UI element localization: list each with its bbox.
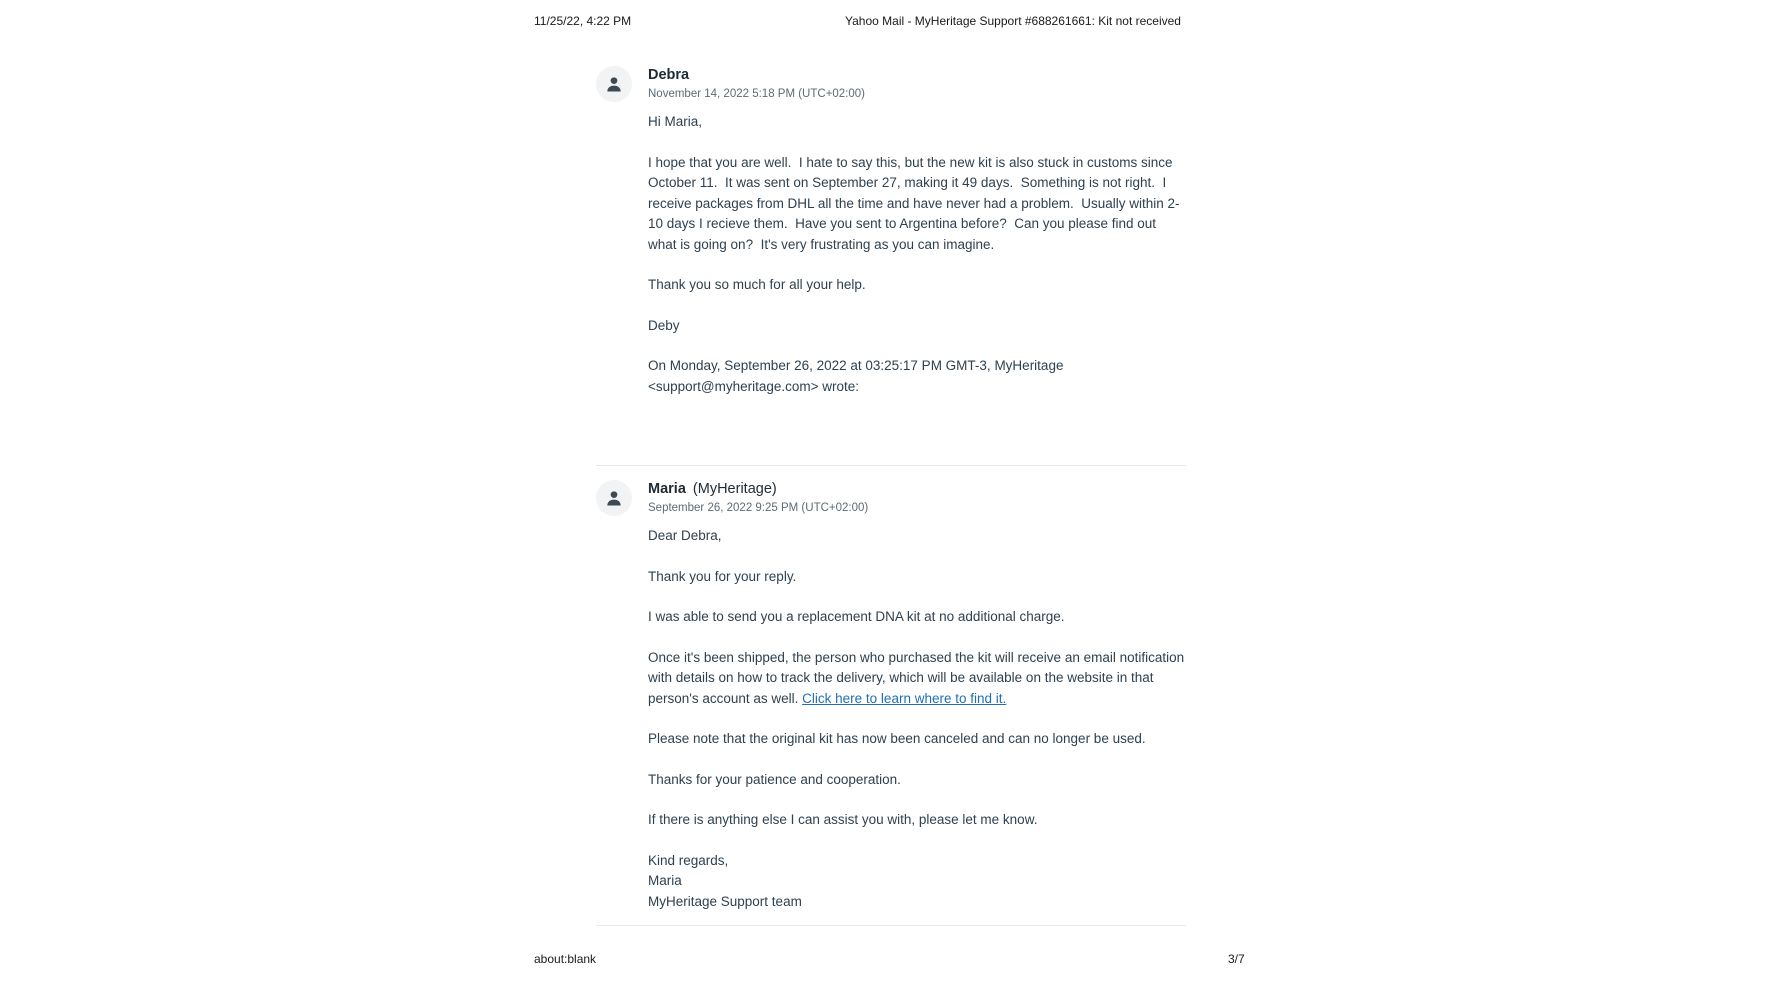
paragraph: Dear Debra, xyxy=(648,528,722,543)
thread-bottom-divider xyxy=(596,925,1186,926)
signature-name: Maria xyxy=(648,873,682,888)
paragraph: Thank you for your reply. xyxy=(648,568,797,584)
paragraph: Hi Maria, xyxy=(648,114,703,129)
email-thread xyxy=(596,52,1186,940)
message-content xyxy=(648,466,1186,930)
paragraph: Thank you so much for all your help. xyxy=(648,277,866,292)
paragraph: Deby xyxy=(648,317,680,333)
sender-line xyxy=(648,66,1186,84)
paragraph: Please note that the original kit has now been canceled and can no longer be used. xyxy=(648,731,1146,746)
paragraph: I was able to send you a replacement DNA kit at no additional charge. xyxy=(648,609,1065,624)
message-date: September 26, 2022 9:25 PM (UTC+02:00) xyxy=(648,502,869,514)
paragraph: Thanks for your patience and cooperation. xyxy=(648,771,901,787)
signature-team: MyHeritage Support team xyxy=(648,893,802,909)
print-footer-url: about:blank xyxy=(534,952,597,966)
sender-name: Maria xyxy=(648,481,686,497)
message-content xyxy=(648,52,1186,455)
paragraph: I hope that you are well. I hate to say this, but the new kit is also stuck in customs since October 11. It was sent on September 27, making it 49 days. Something is not right. I receive packages from DHL all the time and have never had a problem. Usually within 2-10 days I recieve them. Have you sent to Argentina before? Can you please find out what is going on? It's very frustrating as you can imagine. xyxy=(648,154,1180,252)
avatar xyxy=(596,66,632,102)
message-maria xyxy=(596,466,1186,940)
quoted-header: On Monday, September 26, 2022 at 03:25:17 PM GMT-3, MyHeritage <support@myheritage.com> wrote: xyxy=(648,358,1068,394)
avatar xyxy=(596,480,632,516)
learn-where-to-find-it-link[interactable]: Click here to learn where to find it. xyxy=(802,690,1007,706)
print-header-title: Yahoo Mail - MyHeritage Support #688261661: Kit not received xyxy=(845,14,1181,28)
paragraph-text: Once it's been shipped, the person who purchased the kit will receive an email notification with details on how to track the delivery, which will be available on the website in that person's account as well. xyxy=(648,649,1188,706)
print-footer-page-number: 3/7 xyxy=(1228,952,1245,966)
sender-line xyxy=(648,480,1186,498)
paragraph: If there is anything else I can assist you with, please let me know. xyxy=(648,812,1038,827)
message-text xyxy=(648,112,1186,397)
print-header xyxy=(0,14,1778,32)
print-footer xyxy=(0,952,1778,970)
message-date: November 14, 2022 5:18 PM (UTC+02:00) xyxy=(648,88,866,100)
message-debra xyxy=(596,52,1186,465)
sender-organization: (MyHeritage) xyxy=(692,481,777,497)
message-text xyxy=(648,526,1186,912)
paragraph-with-link xyxy=(648,648,1186,710)
signoff: Kind regards, xyxy=(648,852,729,868)
sender-name: Debra xyxy=(648,67,690,83)
print-header-date: 11/25/22, 4:22 PM xyxy=(534,14,632,28)
